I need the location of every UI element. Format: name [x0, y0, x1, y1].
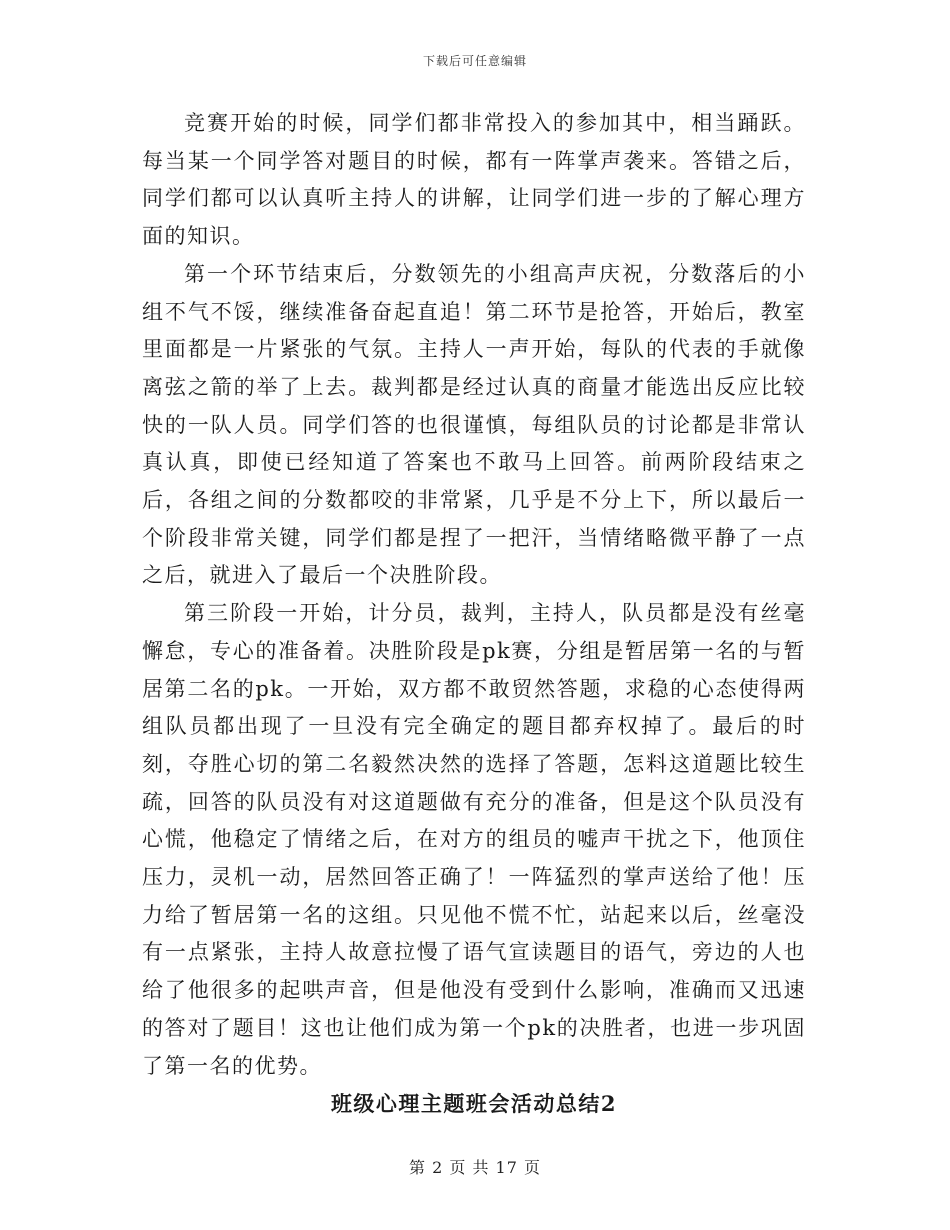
page-header: 下载后可任意编辑	[422, 54, 527, 68]
paragraph-3: 第三阶段一开始，计分员，裁判，主持人，队员都是没有丝毫懈怠，专心的准备着。决胜阶段是pk赛，分组是暂居第一名的与暂居第二名的pk。一开始，双方都不敢贸然答题，求稳的心态使得两组队员都出现了一旦没有完全确定的题目都弃权掉了。最后的时刻，夺胜心切的第二名毅然决然的选择了答题，怎料这道题比较生疏，回答的队员没有对这道题做有充分的准备，但是这个队员没有心慌，他稳定了情绪之后，在对方的组员的嘘声干扰之下，他顶住压力，灵机一动，居然回答正确了！一阵猛烈的掌声送给了他！压力给了暂居第一名的这组。只见他不慌不忙，站起来以后，丝毫没有一点紧张，主持人故意拉慢了语气宣读题目的语气，旁边的人也给了他很多的起哄声音，但是他没有受到什么影响，准确而又迅速的答对了题目！这也让他们成为第一个pk的决胜者，也进一步巩固了第一名的优势。	[142, 601, 806, 1078]
document-body	[142, 105, 806, 1123]
page-number: 第 2 页 共 17 页	[409, 1158, 541, 1177]
paragraph-2: 第一个环节结束后，分数领先的小组高声庆祝，分数落后的小组不气不馁，继续准备奋起直追！第二环节是抢答，开始后，教室里面都是一片紧张的气氛。主持人一声开始，每队的代表的手就像离弦之箭的举了上去。裁判都是经过认真的商量才能选出反应比较快的一队人员。同学们答的也很谨慎，每组队员的讨论都是非常认真认真，即使已经知道了答案也不敢马上回答。前两阶段结束之后，各组之间的分数都咬的非常紧，几乎是不分上下，所以最后一个阶段非常关键，同学们都是捏了一把汗，当情绪略微平静了一点之后，就进入了最后一个决胜阶段。	[142, 261, 806, 588]
paragraph-1: 竞赛开始的时候，同学们都非常投入的参加其中，相当踊跃。每当某一个同学答对题目的时候，都有一阵掌声袭来。答错之后，同学们都可以认真听主持人的讲解，让同学们进一步的了解心理方面的知识。	[142, 111, 806, 249]
section-title: 班级心理主题班会活动总结2	[330, 1091, 618, 1117]
